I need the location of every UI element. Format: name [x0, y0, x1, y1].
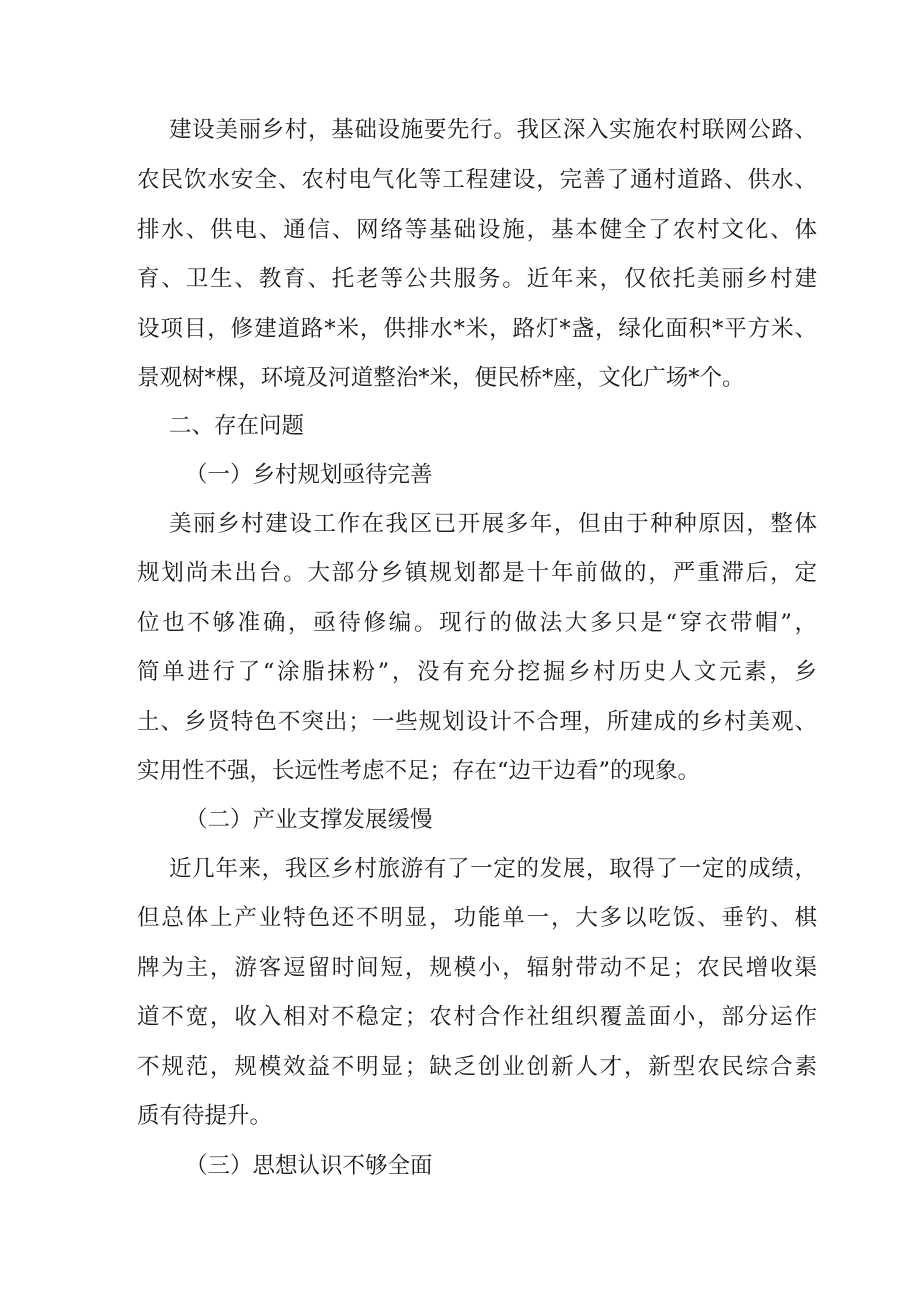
text-line: 实用性不强，长远性考虑不足；存在“边干边看”的现象。	[137, 758, 701, 784]
text-line: 简单进行了“涂脂抹粉”，没有充分挖掘乡村历史人文元素，乡	[137, 659, 817, 685]
section-heading: 二、存在问题	[169, 413, 305, 439]
text-line: 设项目，修建道路*米，供排水*米，路灯*盏，绿化面积*平方米、	[137, 316, 817, 342]
text-line: 育、卫生、教育、托老等公共服务。近年来，仅依托美丽乡村建	[137, 266, 817, 292]
text-line: 牌为主，游客逗留时间短，规模小，辐射带动不足；农民增收渠	[137, 955, 817, 981]
subsection-heading: （三）思想认识不够全面	[185, 1153, 433, 1179]
text-line: 道不宽，收入相对不稳定；农村合作社组织覆盖面小，部分运作	[137, 1004, 817, 1030]
text-line: 位也不够准确，亟待修编。现行的做法大多只是“穿衣带帽”，	[137, 610, 817, 636]
text-line: 建设美丽乡村，基础设施要先行。我区深入实施农村联网公路、	[169, 117, 817, 143]
text-line: 景观树*棵，环境及河道整治*米，便民桥*座，文化广场*个。	[137, 365, 745, 391]
text-line: 排水、供电、通信、网络等基础设施，基本健全了农村文化、体	[137, 217, 817, 243]
text-line: 近几年来，我区乡村旅游有了一定的发展，取得了一定的成绩，	[169, 856, 817, 882]
subsection-heading: （二）产业支撑发展缓慢	[185, 807, 433, 833]
subsection-heading: （一）乡村规划亟待完善	[185, 462, 433, 488]
text-line: 规划尚未出台。大部分乡镇规划都是十年前做的，严重滞后，定	[137, 560, 817, 586]
text-line: 美丽乡村建设工作在我区已开展多年，但由于种种原因，整体	[169, 511, 817, 537]
text-line: 农民饮水安全、农村电气化等工程建设，完善了通村道路、供水、	[137, 167, 817, 193]
text-line: 不规范，规模效益不明显；缺乏创业创新人才，新型农民综合素	[137, 1054, 817, 1080]
text-line: 土、乡贤特色不突出；一些规划设计不合理，所建成的乡村美观、	[137, 709, 817, 735]
text-line: 但总体上产业特色还不明显，功能单一，大多以吃饭、垂钓、棋	[137, 905, 817, 931]
text-line: 质有待提升。	[137, 1103, 273, 1129]
